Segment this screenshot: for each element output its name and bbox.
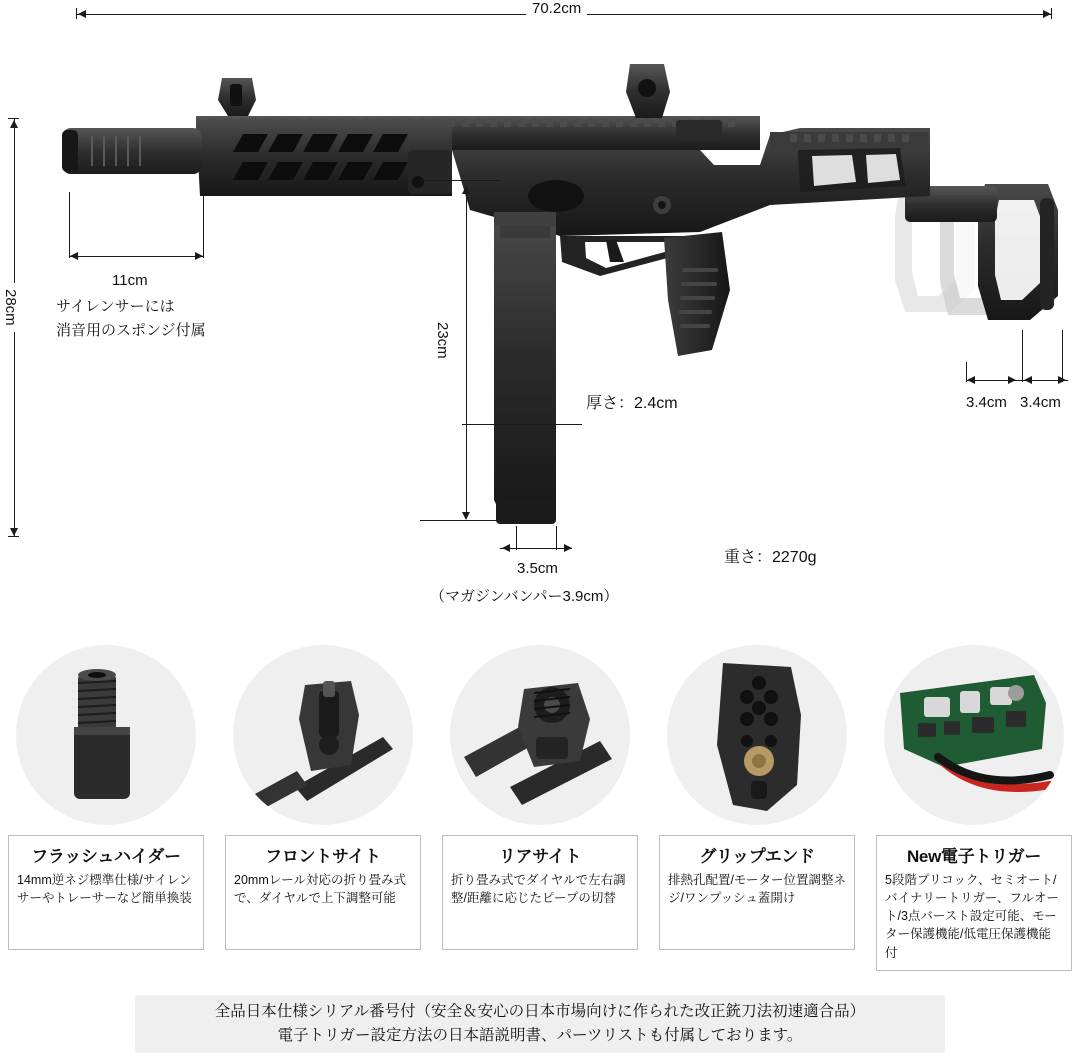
thickness-leader-line <box>462 424 582 425</box>
feature-card-electronic-trigger <box>876 645 1072 985</box>
feature-card-body <box>225 835 421 950</box>
mag-width-extension-right <box>556 526 557 550</box>
magazine-extension-top <box>420 180 500 181</box>
feature-description: 20mmレール対応の折り畳み式で、ダイヤルで上下調整可能 <box>234 873 406 906</box>
feature-title: フラッシュハイダー <box>31 847 181 866</box>
feature-title: フロントサイト <box>265 847 381 866</box>
dimension-cap-right <box>1051 8 1052 19</box>
arrow-left <box>70 252 78 260</box>
feature-title: リアサイト <box>498 847 582 866</box>
dimension-label-magazine-width: 3.5cm <box>517 560 558 577</box>
silencer-extension-right <box>203 192 204 258</box>
feature-description: 5段階プリコック、セミオート/バイナリートリガー、フルオート/3点バースト設定可能、モーター保護機能/低電圧保護機能付 <box>885 873 1059 960</box>
feature-description: 14mm逆ネジ標準仕様/サイレンサーやトレーサーなど簡単換装 <box>17 873 192 906</box>
feature-card-body <box>876 835 1072 971</box>
dimension-line-magazine-width <box>500 548 572 549</box>
banner-line-2: 電子トリガー設定方法の日本語説明書、パーツリストも付属しております。 <box>277 1027 803 1044</box>
banner-line-1: 全品日本仕様シリアル番号付（安全＆安心の日本市場向けに作られた改正銃刀法初速適合品） <box>214 1002 866 1020</box>
dimension-line-magazine-length <box>466 186 467 518</box>
arrow-up <box>10 120 18 128</box>
arrow-left <box>78 10 86 18</box>
feature-title: New電子トリガー <box>906 847 1042 866</box>
silencer-note-line-2: 消音用のスポンジ付属 <box>56 322 206 339</box>
arrow-left <box>502 544 510 552</box>
feature-card-list <box>0 645 1080 985</box>
magazine-extension-bottom <box>420 520 500 521</box>
arrow-down <box>10 528 18 536</box>
feature-card-rear-sight <box>442 645 638 985</box>
arrow-right <box>1043 10 1051 18</box>
magazine-bumper-note: （マガジンバンパー3.9cm） <box>430 588 619 605</box>
dimension-label-overall-length: 70.2cm <box>526 0 587 17</box>
arrow-down <box>462 512 470 520</box>
feature-card-body <box>659 835 855 950</box>
dimension-label-stock-1: 3.4cm <box>966 394 1007 411</box>
dimension-cap-top <box>8 118 19 119</box>
thickness-label: 厚さ：2.4cm <box>586 395 678 412</box>
dimension-line-silencer <box>69 256 203 257</box>
feature-description: 折り畳み式でダイヤルで左右調整/距離に応じたピープの切替 <box>451 873 626 906</box>
japan-spec-banner <box>135 995 945 1053</box>
dimension-cap-left <box>76 8 77 19</box>
arrow-right <box>1058 376 1066 384</box>
feature-card-grip-end <box>659 645 855 985</box>
dimension-cap-bottom <box>8 536 19 537</box>
feature-card-front-sight <box>225 645 421 985</box>
mag-width-extension-left <box>516 526 517 550</box>
electronic-trigger-icon <box>884 645 1064 825</box>
grip-end-icon <box>667 645 847 825</box>
front-sight-icon <box>233 645 413 825</box>
feature-title: グリップエンド <box>699 847 815 866</box>
dimension-label-silencer: 11cm <box>112 272 148 289</box>
weight-label: 重さ：2270g <box>724 549 817 566</box>
feature-card-flash-hider <box>8 645 204 985</box>
arrow-right <box>564 544 572 552</box>
silencer-note-line-1: サイレンサーには <box>56 298 175 315</box>
dimension-label-overall-height: 28cm <box>2 283 19 332</box>
flash-hider-icon <box>16 645 196 825</box>
dimension-label-magazine-length: 23cm <box>434 322 451 359</box>
feature-description: 排熱孔配置/モーター位置調整ネジ/ワンプッシュ蓋開け <box>668 873 846 906</box>
rear-sight-icon <box>450 645 630 825</box>
stock-ext-2 <box>1022 330 1023 382</box>
dimension-label-stock-2: 3.4cm <box>1020 394 1061 411</box>
arrow-left <box>1024 376 1032 384</box>
stock-ext-3 <box>1062 330 1063 382</box>
arrow-right <box>1008 376 1016 384</box>
arrow-left <box>967 376 975 384</box>
arrow-up <box>462 186 470 194</box>
feature-card-body <box>442 835 638 950</box>
silencer-extension-left <box>69 192 70 258</box>
feature-card-body <box>8 835 204 950</box>
arrow-right <box>195 252 203 260</box>
